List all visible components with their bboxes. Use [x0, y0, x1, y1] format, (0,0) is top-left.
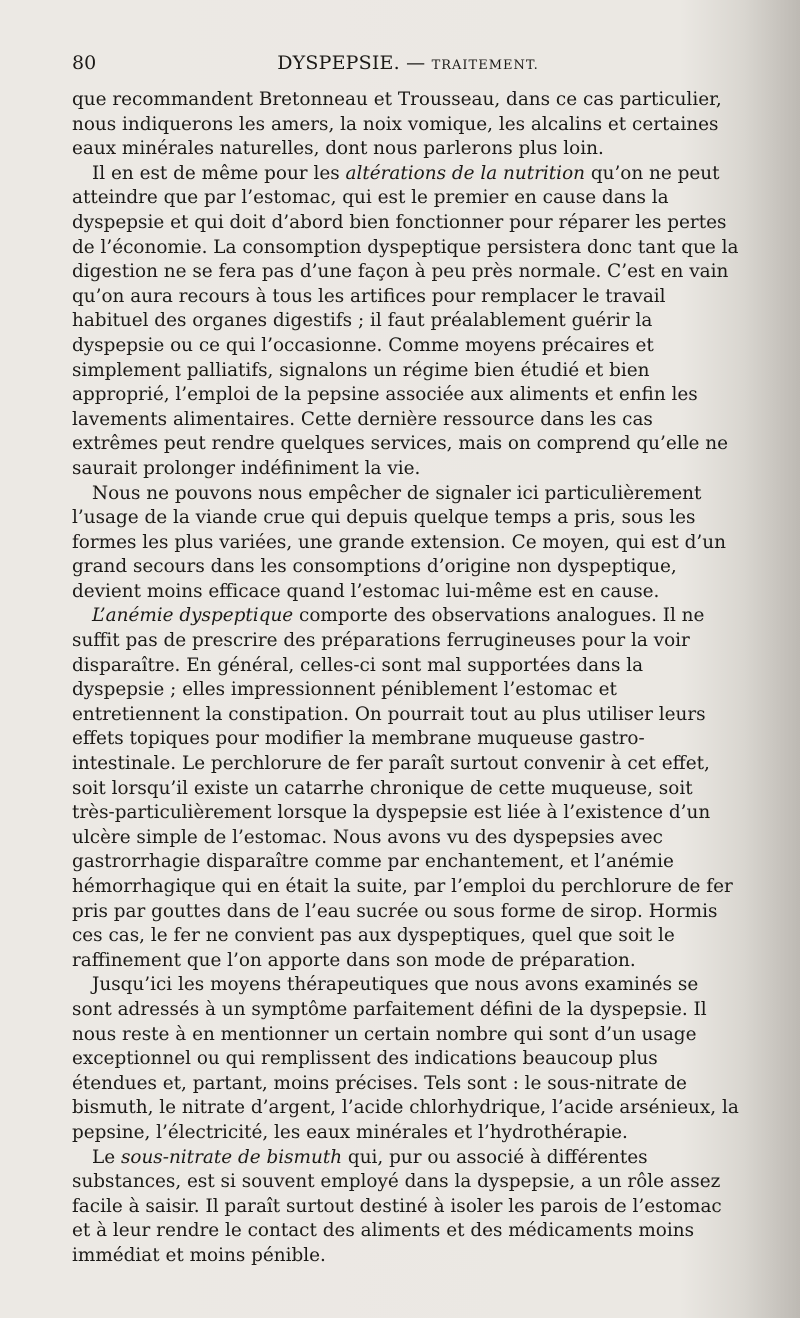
- page-body: [72, 88, 740, 1269]
- page-number: 80: [72, 52, 97, 74]
- paragraph-nutrition: [72, 162, 740, 482]
- paragraph-nutrition-lead: Il en est de même pour les: [92, 162, 346, 184]
- paragraph-bismuth-lead: Le: [92, 1146, 121, 1168]
- emphasis-alterations-nutrition: altérations de la nutrition: [345, 162, 585, 184]
- running-head: [72, 52, 744, 74]
- paragraph-continuation: que recommandent Bretonneau et Trousseau, dans ce cas particulier, nous indiquerons les amers, la noix vomique, les alcalins et certaines eaux minérales naturelles, dont nous parlerons plus loin.: [72, 89, 722, 160]
- paragraph-anemie: [72, 604, 740, 973]
- running-head-title: DYSPEPSIE.: [277, 52, 400, 74]
- paragraph-anemie-text: comporte des observations analogues. Il ne suffit pas de prescrire des préparations ferrugineuses pour la voir disparaître. En général, celles-ci sont mal supportées dans la dyspepsie ; elles impressionnent péniblement l’estomac et entretiennent la constipation. On pourrait tout au plus utiliser leurs effets topiques pour modifier la membrane muqueuse gastro-intestinale. Le perchlorure de fer paraît surtout convenir à cet effet, soit lorsqu’il existe un catarrhe chronique de cette muqueuse, soit très-particulièrement lorsque la dyspepsie est liée à l’existence d’un ulcère simple de l’estomac. Nous avons vu des dyspepsies avec gastrorrhagie disparaître comme par enchantement, et l’anémie hémorrhagique qui en était la suite, par l’emploi du perchlorure de fer pris par gouttes dans de l’eau sucrée ou sous forme de sirop. Hormis ces cas, le fer ne convient pas aux dyspeptiques, quel que soit le raffinement que l’on apporte dans son mode de préparation.: [72, 605, 733, 971]
- paragraph-bismuth-text: qui, pur ou associé à différentes substances, est si souvent employé dans la dyspepsie, a un rôle assez facile à saisir. Il paraît surtout destiné à isoler les parois de l’estomac et à leur rendre le contact des aliments et des médicaments moins immédiat et moins pénible.: [72, 1146, 722, 1266]
- paragraph-viande-crue: Nous ne pouvons nous empêcher de signaler ici particulièrement l’usage de la viande crue qui depuis quelque temps a pris, sous les formes les plus variées, une grande extension. Ce moyen, qui est d’un grand secours dans les consomptions d’origine non dyspeptique, devient moins efficace quand l’estomac lui-même est en cause.: [72, 482, 726, 602]
- page-header: [72, 52, 744, 78]
- emphasis-anemie-dyspeptique: L’anémie dyspeptique: [92, 605, 294, 627]
- running-head-dash: —: [406, 52, 426, 74]
- running-head-subtitle: TRAITEMENT.: [431, 58, 539, 73]
- paragraph-bismuth: [72, 1146, 740, 1269]
- paragraph-nutrition-text: qu’on ne peut atteindre que par l’estomac, qui est le premier en cause dans la dyspepsie et qui doit d’abord bien fonctionner pour réparer les pertes de l’économie. La consomption dyspeptique persistera donc tant que la digestion ne se fera pas d’une façon à peu près normale. C’est en vain qu’on aura recours à tous les artifices pour remplacer le travail habituel des organes digestifs ; il faut préalablement guérir la dyspepsie ou ce qui l’occasionne. Comme moyens précaires et simplement palliatifs, signalons un régime bien étudié et bien approprié, l’emploi de la pepsine associée aux aliments et enfin les lavements alimentaires. Cette dernière ressource dans les cas extrêmes peut rendre quelques services, mais on comprend qu’elle ne saurait prolonger indéfiniment la vie.: [72, 162, 739, 479]
- paragraph-moyens-therapeutiques: Jusqu’ici les moyens thérapeutiques que nous avons examinés se sont adressés à un symptôme parfaitement défini de la dyspepsie. Il nous reste à en mentionner un certain nombre qui sont d’un usage exceptionnel ou qui remplissent des indications beaucoup plus étendues et, partant, moins précises. Tels sont : le sous-nitrate de bismuth, le nitrate d’argent, l’acide chlorhydrique, l’acide arsénieux, la pepsine, l’électricité, les eaux minérales et l’hydrothérapie.: [72, 974, 739, 1143]
- emphasis-sous-nitrate-bismuth: sous-nitrate de bismuth: [120, 1146, 343, 1168]
